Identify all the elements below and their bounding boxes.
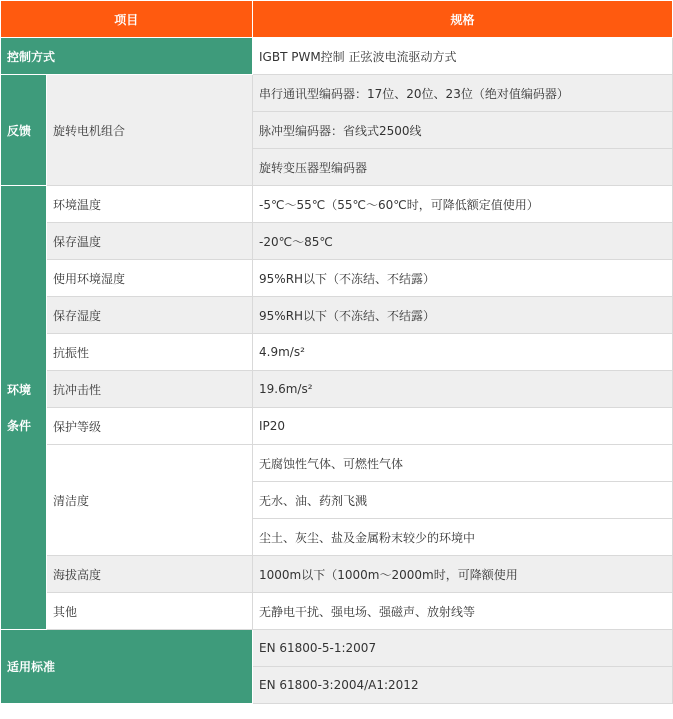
value-feedback-1: 串行通讯型编码器：17位、20位、23位（绝对值编码器） (253, 75, 673, 112)
table-row (1, 630, 673, 667)
sub-shock: 抗冲击性 (47, 371, 253, 408)
category-feedback: 反馈 (1, 75, 47, 186)
value-cleanliness-3: 尘土、灰尘、盐及金属粉末较少的环境中 (253, 519, 673, 556)
table-header-row (1, 1, 673, 38)
category-control: 控制方式 (1, 38, 253, 75)
table-row (1, 75, 673, 112)
header-item: 项目 (1, 1, 253, 38)
category-standards: 适用标准 (1, 630, 253, 704)
sub-altitude: 海拔高度 (47, 556, 253, 593)
value-storage-humidity: 95%RH以下（不冻结、不结露） (253, 297, 673, 334)
value-control: IGBT PWM控制 正弦波电流驱动方式 (253, 38, 673, 75)
table-row (1, 38, 673, 75)
value-feedback-3: 旋转变压器型编码器 (253, 149, 673, 186)
value-other: 无静电干扰、强电场、强磁声、放射线等 (253, 593, 673, 630)
sub-env-temp: 环境温度 (47, 186, 253, 223)
sub-protection: 保护等级 (47, 408, 253, 445)
sub-cleanliness: 清洁度 (47, 445, 253, 556)
table-row (1, 260, 673, 297)
value-standard-1: EN 61800-5-1:2007 (253, 630, 673, 667)
table-row (1, 186, 673, 223)
value-storage-temp: -20℃～85℃ (253, 223, 673, 260)
header-spec: 规格 (253, 1, 673, 38)
table-row (1, 297, 673, 334)
table-row (1, 408, 673, 445)
sub-storage-temp: 保存温度 (47, 223, 253, 260)
table-row (1, 445, 673, 482)
value-standard-2: EN 61800-3:2004/A1:2012 (253, 667, 673, 704)
value-cleanliness-2: 无水、油、药剂飞溅 (253, 482, 673, 519)
value-shock: 19.6m/s² (253, 371, 673, 408)
sub-vibration: 抗振性 (47, 334, 253, 371)
table-row (1, 334, 673, 371)
value-feedback-2: 脉冲型编码器：省线式2500线 (253, 112, 673, 149)
sub-other: 其他 (47, 593, 253, 630)
value-env-humidity: 95%RH以下（不冻结、不结露） (253, 260, 673, 297)
category-environment (1, 186, 47, 630)
category-environment-line2: 条件 (7, 418, 32, 433)
table-row (1, 371, 673, 408)
table-row (1, 556, 673, 593)
sub-env-humidity: 使用环境湿度 (47, 260, 253, 297)
value-env-temp: -5℃～55℃（55℃～60℃时，可降低额定值使用） (253, 186, 673, 223)
value-altitude: 1000m以下（1000m～2000m时，可降额使用 (253, 556, 673, 593)
sub-feedback: 旋转电机组合 (47, 75, 253, 186)
table-row (1, 593, 673, 630)
table-row (1, 223, 673, 260)
category-environment-line1: 环境 (7, 382, 32, 397)
value-vibration: 4.9m/s² (253, 334, 673, 371)
value-protection: IP20 (253, 408, 673, 445)
sub-storage-humidity: 保存湿度 (47, 297, 253, 334)
value-cleanliness-1: 无腐蚀性气体、可燃性气体 (253, 445, 673, 482)
